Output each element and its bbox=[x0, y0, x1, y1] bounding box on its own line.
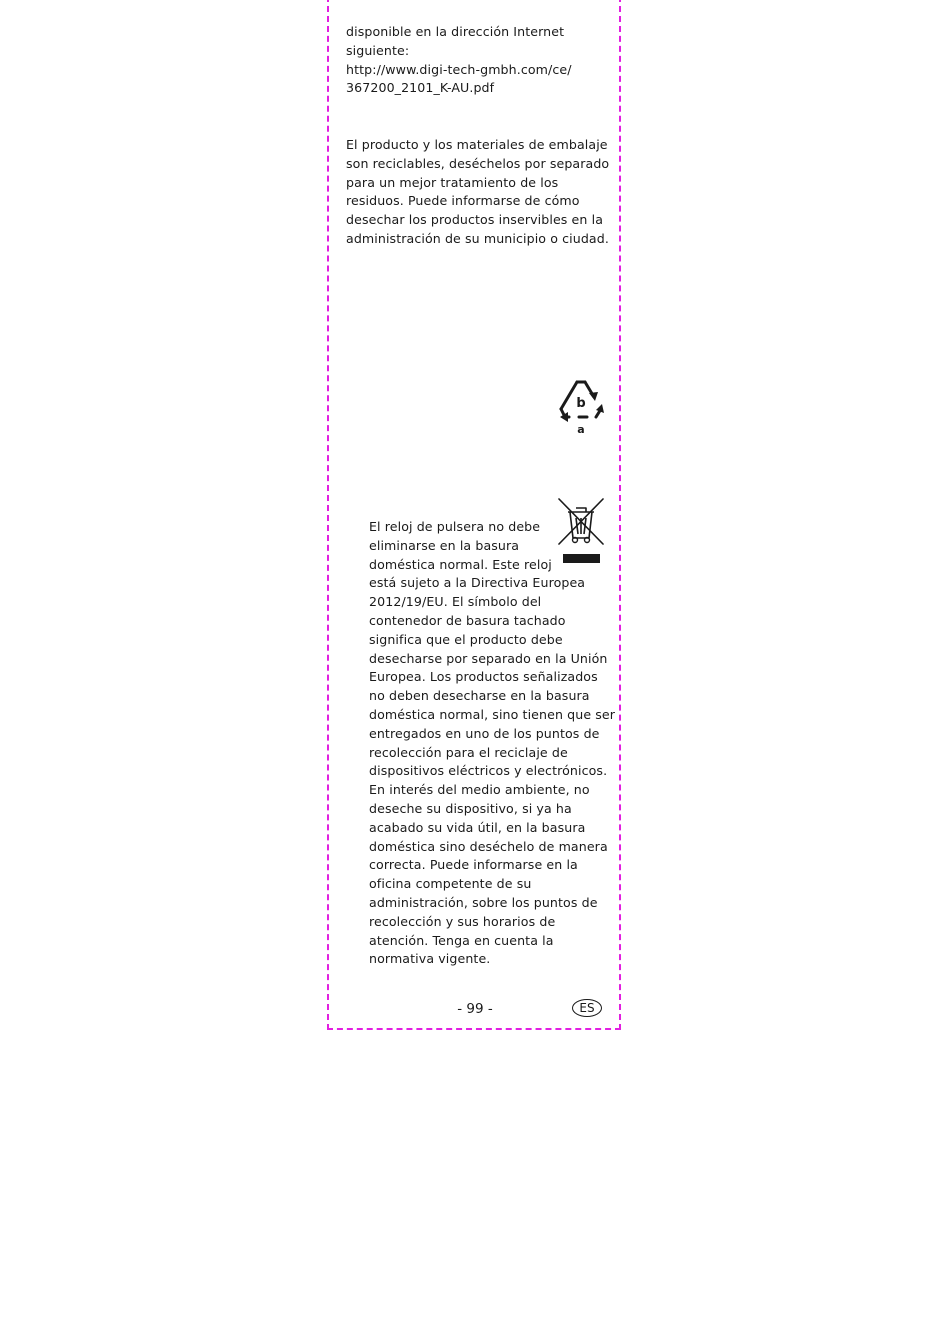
text-line: administración, sobre los puntos de bbox=[369, 894, 598, 910]
text-line: http://www.digi-tech-gmbh.com/ce/ bbox=[346, 61, 572, 77]
text-line: 367200_2101_K-AU.pdf bbox=[346, 80, 495, 96]
text-line: correcta. Puede informarse en la bbox=[369, 857, 578, 873]
text-line: significa que el producto debe bbox=[369, 631, 563, 647]
recycling-label-b: b bbox=[576, 396, 586, 411]
text-line: desechar los productos inservibles en la bbox=[346, 212, 604, 228]
text-line: desecharse por separado en la Unión bbox=[369, 650, 608, 666]
text-line: son reciclables, deséchelos por separado bbox=[346, 155, 610, 171]
packaging-recycling-paragraph bbox=[346, 136, 609, 249]
text-line: entregados en uno de los puntos de bbox=[369, 725, 600, 741]
page-number: - 99 - bbox=[457, 1001, 493, 1017]
text-line: doméstica normal. Este reloj bbox=[369, 556, 552, 572]
text-line: 2012/19/EU. El símbolo del bbox=[369, 594, 542, 610]
text-line: recolección y sus horarios de bbox=[369, 913, 556, 929]
text-line: doméstica normal, sino tienen que ser bbox=[369, 706, 616, 722]
text-line: Europea. Los productos señalizados bbox=[369, 669, 598, 685]
text-line: para un mejor tratamiento de los bbox=[346, 174, 559, 190]
text-line: doméstica sino deséchelo de manera bbox=[369, 838, 608, 854]
text-line: no deben desecharse en la basura bbox=[369, 688, 590, 704]
text-line: El reloj de pulsera no debe bbox=[369, 519, 541, 534]
text-line: deseche su dispositivo, si ya ha bbox=[369, 800, 572, 816]
text-line: administración de su municipio o ciudad. bbox=[346, 230, 609, 246]
text-line: dispositivos eléctricos y electrónicos. bbox=[369, 763, 608, 779]
text-line: residuos. Puede informarse de cómo bbox=[346, 193, 580, 209]
weee-disposal-paragraph bbox=[369, 518, 615, 969]
text-line: recolección para el reciclaje de bbox=[369, 744, 568, 760]
text-line: atención. Tenga en cuenta la bbox=[369, 932, 554, 948]
text-line: está sujeto a la Directiva Europea bbox=[369, 575, 586, 591]
text-line: normativa vigente. bbox=[369, 951, 491, 967]
recycling-label-a: a bbox=[577, 423, 585, 436]
text-line: disponible en la dirección Internet bbox=[346, 24, 565, 39]
language-badge: ES bbox=[572, 999, 602, 1017]
text-line: contenedor de basura tachado bbox=[369, 612, 566, 628]
website-reference-paragraph bbox=[346, 23, 572, 98]
text-line: En interés del medio ambiente, no bbox=[369, 782, 590, 798]
text-line: siguiente: bbox=[346, 42, 410, 58]
text-line: oficina competente de su bbox=[369, 876, 532, 892]
text-line: eliminarse en la basura bbox=[369, 537, 520, 553]
recycling-symbol-icon bbox=[556, 376, 606, 436]
text-line: El producto y los materiales de embalaje bbox=[346, 137, 608, 152]
text-line: acabado su vida útil, en la basura bbox=[369, 819, 586, 835]
